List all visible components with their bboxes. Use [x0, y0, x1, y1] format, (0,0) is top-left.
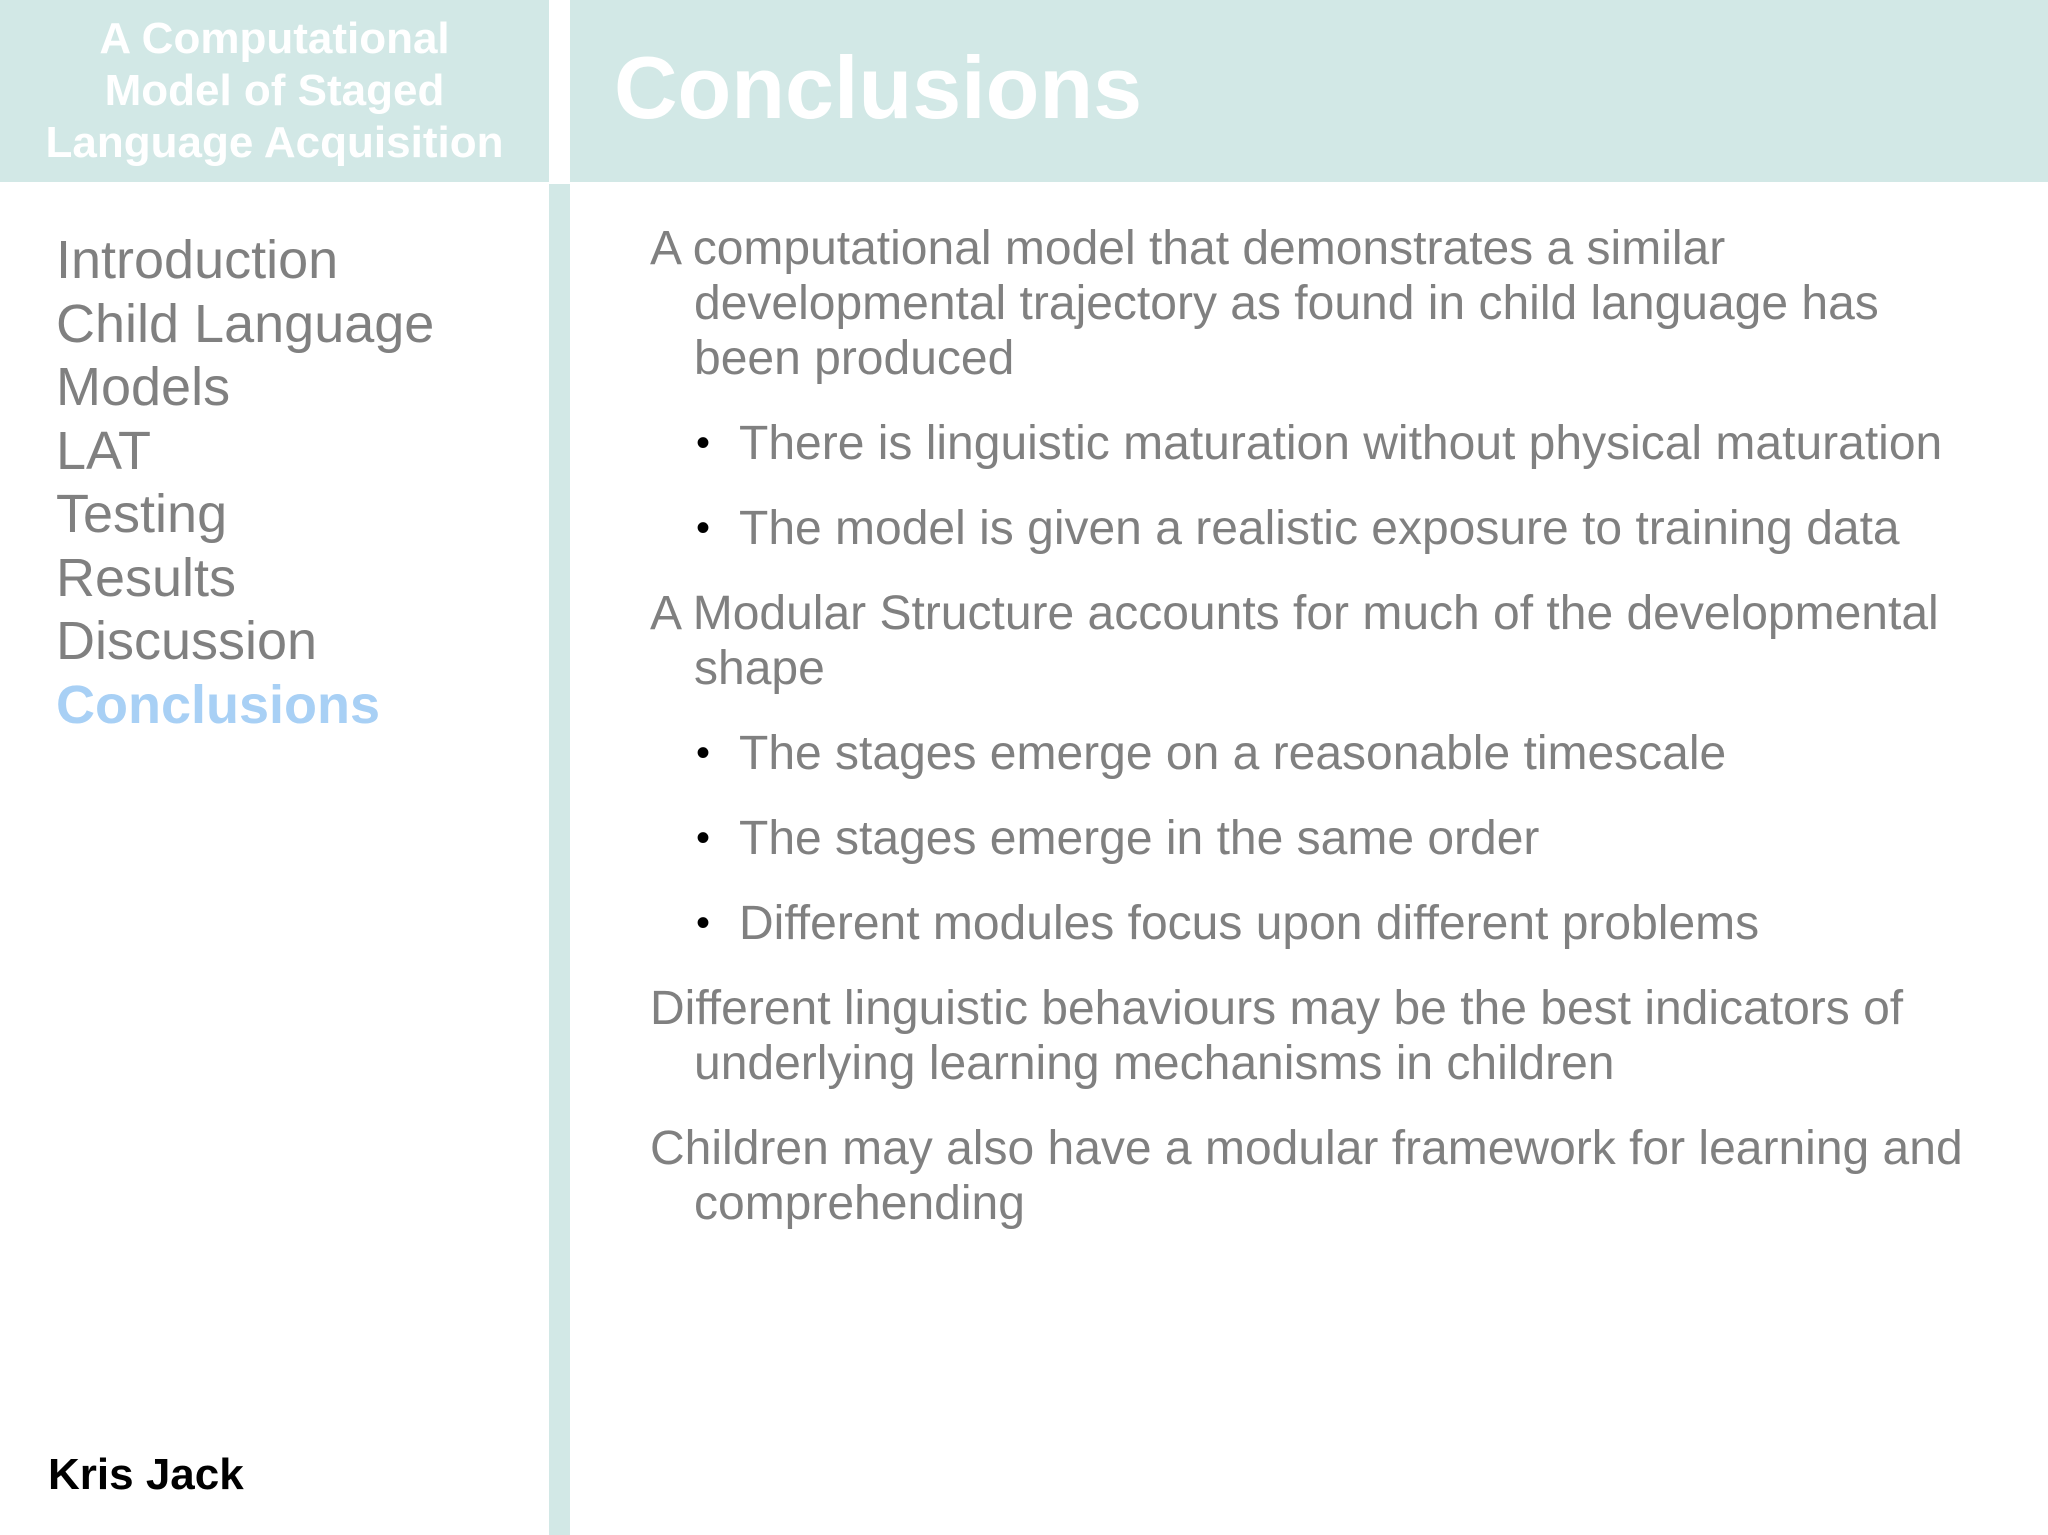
bullet-dot-icon: •: [696, 816, 711, 860]
section-nav: [56, 229, 434, 737]
vertical-divider: [549, 184, 570, 1535]
bullet-text: Different modules focus upon different problems: [739, 897, 1760, 950]
bullet-text: The model is given a realistic exposure to training data: [739, 502, 1900, 555]
bullet-text: There is linguistic maturation without physical maturation: [739, 417, 1943, 470]
content-point-3: Different linguistic behaviours may be the best indicators of underlying learning mechanisms in children: [650, 982, 1904, 1090]
nav-item-testing[interactable]: Testing: [56, 484, 228, 544]
content-point-1-bullets: [650, 416, 1990, 556]
content-point-1: A computational model that demonstrates a similar developmental trajectory as found in child language has been produced: [650, 222, 1879, 385]
slide-title: Conclusions: [614, 38, 1143, 137]
nav-item-conclusions[interactable]: Conclusions: [56, 674, 381, 735]
bullet-dot-icon: •: [696, 901, 711, 945]
content-point-2: A Modular Structure accounts for much of the developmental shape: [650, 587, 1939, 695]
bullet-dot-icon: •: [696, 421, 711, 465]
slide-content: [650, 221, 1990, 1261]
bullet-item: [650, 811, 1990, 866]
bullet-text: The stages emerge on a reasonable timescale: [739, 727, 1727, 780]
content-point-4: Children may also have a modular framework for learning and comprehending: [650, 1122, 1963, 1230]
bullet-dot-icon: •: [696, 506, 711, 550]
author-name: Kris Jack: [48, 1450, 244, 1499]
bullet-item: [650, 501, 1990, 556]
nav-item-introduction[interactable]: Introduction: [56, 230, 339, 290]
nav-item-lat[interactable]: LAT: [56, 420, 152, 481]
bullet-item: [650, 726, 1990, 781]
deck-title: A Computational Model of Staged Language Acquisition: [45, 14, 504, 167]
bullet-item: [650, 416, 1990, 471]
bullet-dot-icon: •: [696, 731, 711, 775]
content-point-2-bullets: [650, 726, 1990, 951]
bullet-item: [650, 896, 1990, 951]
nav-item-child-language[interactable]: Child Language: [56, 293, 435, 354]
slide-title-bar: [570, 0, 2048, 182]
bullet-text: The stages emerge in the same order: [739, 812, 1540, 865]
nav-item-results[interactable]: Results: [56, 547, 237, 608]
deck-title-box: [0, 0, 549, 182]
nav-item-discussion[interactable]: Discussion: [56, 611, 318, 671]
nav-item-models[interactable]: Models: [56, 357, 231, 417]
